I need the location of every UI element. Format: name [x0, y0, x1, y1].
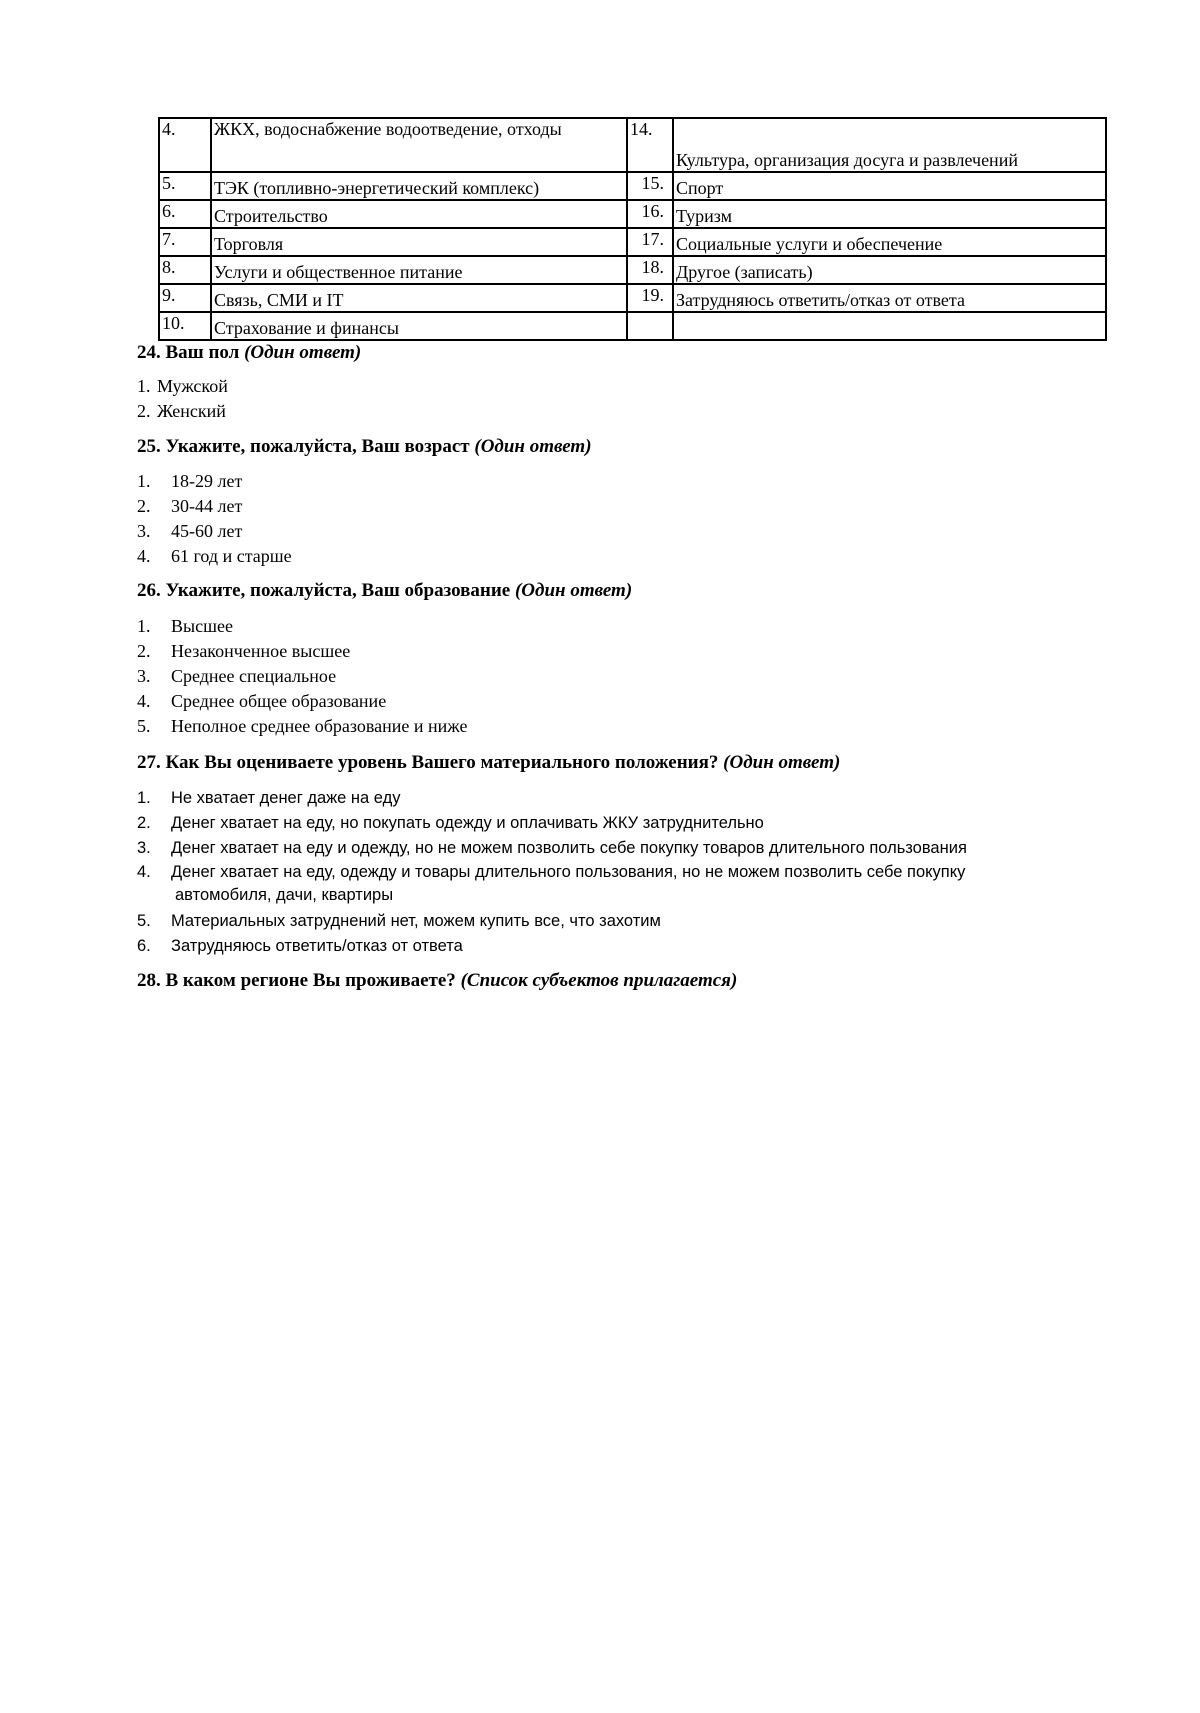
list-item [137, 544, 292, 569]
row-number: 18. [627, 256, 673, 284]
option-label: Не хватает денег даже на еду [171, 789, 401, 807]
option-label: 18-29 лет [171, 471, 243, 491]
sectors-table [158, 117, 1107, 341]
list-item [137, 689, 467, 714]
question-text: 27. Как Вы оцениваете уровень Вашего материального положения? [137, 752, 724, 773]
option-number: 1. [137, 376, 151, 396]
option-label: Денег хватает на еду, но покупать одежду и оплачивать ЖКУ затруднительно [171, 814, 764, 832]
row-number: 8. [159, 256, 211, 284]
list-item [137, 664, 467, 689]
option-label: 45-60 лет [171, 521, 243, 541]
option-label: Материальных затруднений нет, можем купить все, что захотим [171, 912, 661, 930]
list-item [137, 909, 1097, 934]
option-number: 4. [137, 863, 151, 881]
option-number: 3. [137, 839, 151, 857]
question-24-title [137, 342, 361, 364]
row-number: 6. [159, 200, 211, 228]
option-label: Денег хватает на еду, одежду и товары длительного пользования, но не можем позволить себе покупку [171, 863, 966, 881]
sector-label: Связь, СМИ и IT [211, 284, 627, 312]
sector-label: Строительство [211, 200, 627, 228]
table-row [159, 172, 1106, 200]
question-27-title [137, 752, 840, 774]
row-number: 14. [627, 118, 673, 172]
answer-hint: (Один ответ) [244, 342, 362, 363]
sector-label: ТЭК (топливно-энергетический комплекс) [211, 172, 627, 200]
row-number: 10. [159, 312, 211, 340]
option-number: 4. [137, 546, 151, 566]
list-item [137, 614, 467, 639]
row-number: 9. [159, 284, 211, 312]
question-text: 24. Ваш пол [137, 342, 245, 363]
sector-label: Услуги и общественное питание [211, 256, 627, 284]
list-item [137, 714, 467, 739]
list-item [137, 934, 1097, 959]
option-label: 61 год и старше [171, 546, 292, 566]
list-item [137, 519, 292, 544]
list-item [137, 399, 228, 424]
sector-label: ЖКХ, водоснабжение водоотведение, отходы [211, 118, 627, 172]
option-number: 2. [137, 641, 151, 661]
row-number: 15. [627, 172, 673, 200]
answer-hint: (Один ответ) [514, 580, 633, 601]
option-label: Затрудняюсь ответить/отказ от ответа [171, 937, 463, 955]
question-26-options [137, 614, 467, 739]
option-label: Денег хватает на еду и одежду, но не можем позволить себе покупку товаров длительного пользования [171, 839, 967, 857]
row-number: 4. [159, 118, 211, 172]
sector-label: Затрудняюсь ответить/отказ от ответа [673, 284, 1106, 312]
question-25-title [137, 436, 592, 458]
option-number: 1. [137, 471, 151, 491]
sector-label: Социальные услуги и обеспечение [673, 228, 1106, 256]
option-number: 3. [137, 666, 151, 686]
option-label-continuation: автомобиля, дачи, квартиры [175, 886, 394, 904]
answer-hint: (Список субъектов прилагается) [460, 970, 738, 991]
row-number [627, 312, 673, 340]
option-number: 5. [137, 912, 151, 930]
row-number: 19. [627, 284, 673, 312]
option-number: 4. [137, 691, 151, 711]
option-label: 30-44 лет [171, 496, 243, 516]
option-number: 3. [137, 521, 151, 541]
question-text: 26. Укажите, пожалуйста, Ваш образование [137, 580, 515, 601]
answer-hint: (Один ответ) [723, 752, 841, 773]
list-item [137, 639, 467, 664]
option-number: 2. [137, 814, 151, 832]
table-row [159, 312, 1106, 340]
option-number: 1. [137, 616, 151, 636]
list-item [137, 836, 1097, 861]
option-number: 5. [137, 716, 151, 736]
table-row [159, 284, 1106, 312]
sector-label: Туризм [673, 200, 1106, 228]
sector-label [673, 312, 1106, 340]
option-label: Среднее специальное [171, 666, 337, 686]
option-label: Среднее общее образование [171, 691, 387, 711]
row-number: 16. [627, 200, 673, 228]
sector-label: Культура, организация досуга и развлечений [673, 118, 1106, 172]
list-item [137, 786, 1097, 811]
table-row [159, 118, 1106, 172]
table-row [159, 256, 1106, 284]
row-number: 5. [159, 172, 211, 200]
question-25-options [137, 469, 292, 569]
option-number: 6. [137, 937, 151, 955]
list-item [137, 374, 228, 399]
option-label: Женский [157, 401, 226, 421]
list-item [137, 469, 292, 494]
question-28-title [137, 970, 737, 992]
option-label: Неполное среднее образование и ниже [171, 716, 468, 736]
question-27-options [137, 786, 1097, 959]
option-label: Высшее [171, 616, 233, 636]
row-number: 7. [159, 228, 211, 256]
answer-hint: (Один ответ) [474, 436, 592, 457]
sector-label: Страхование и финансы [211, 312, 627, 340]
list-item [137, 861, 1097, 909]
sector-label: Торговля [211, 228, 627, 256]
question-text: 25. Укажите, пожалуйста, Ваш возраст [137, 436, 475, 457]
question-26-title [137, 580, 632, 602]
option-number: 2. [137, 496, 151, 516]
option-number: 2. [137, 401, 151, 421]
option-label: Мужской [157, 376, 228, 396]
question-text: 28. В каком регионе Вы проживаете? [137, 970, 461, 991]
question-24-options [137, 374, 228, 424]
table-row [159, 228, 1106, 256]
table-row [159, 200, 1106, 228]
row-number: 17. [627, 228, 673, 256]
sector-label: Другое (записать) [673, 256, 1106, 284]
list-item [137, 494, 292, 519]
option-label: Незаконченное высшее [171, 641, 351, 661]
option-number: 1. [137, 789, 151, 807]
sector-label: Спорт [673, 172, 1106, 200]
list-item [137, 811, 1097, 836]
